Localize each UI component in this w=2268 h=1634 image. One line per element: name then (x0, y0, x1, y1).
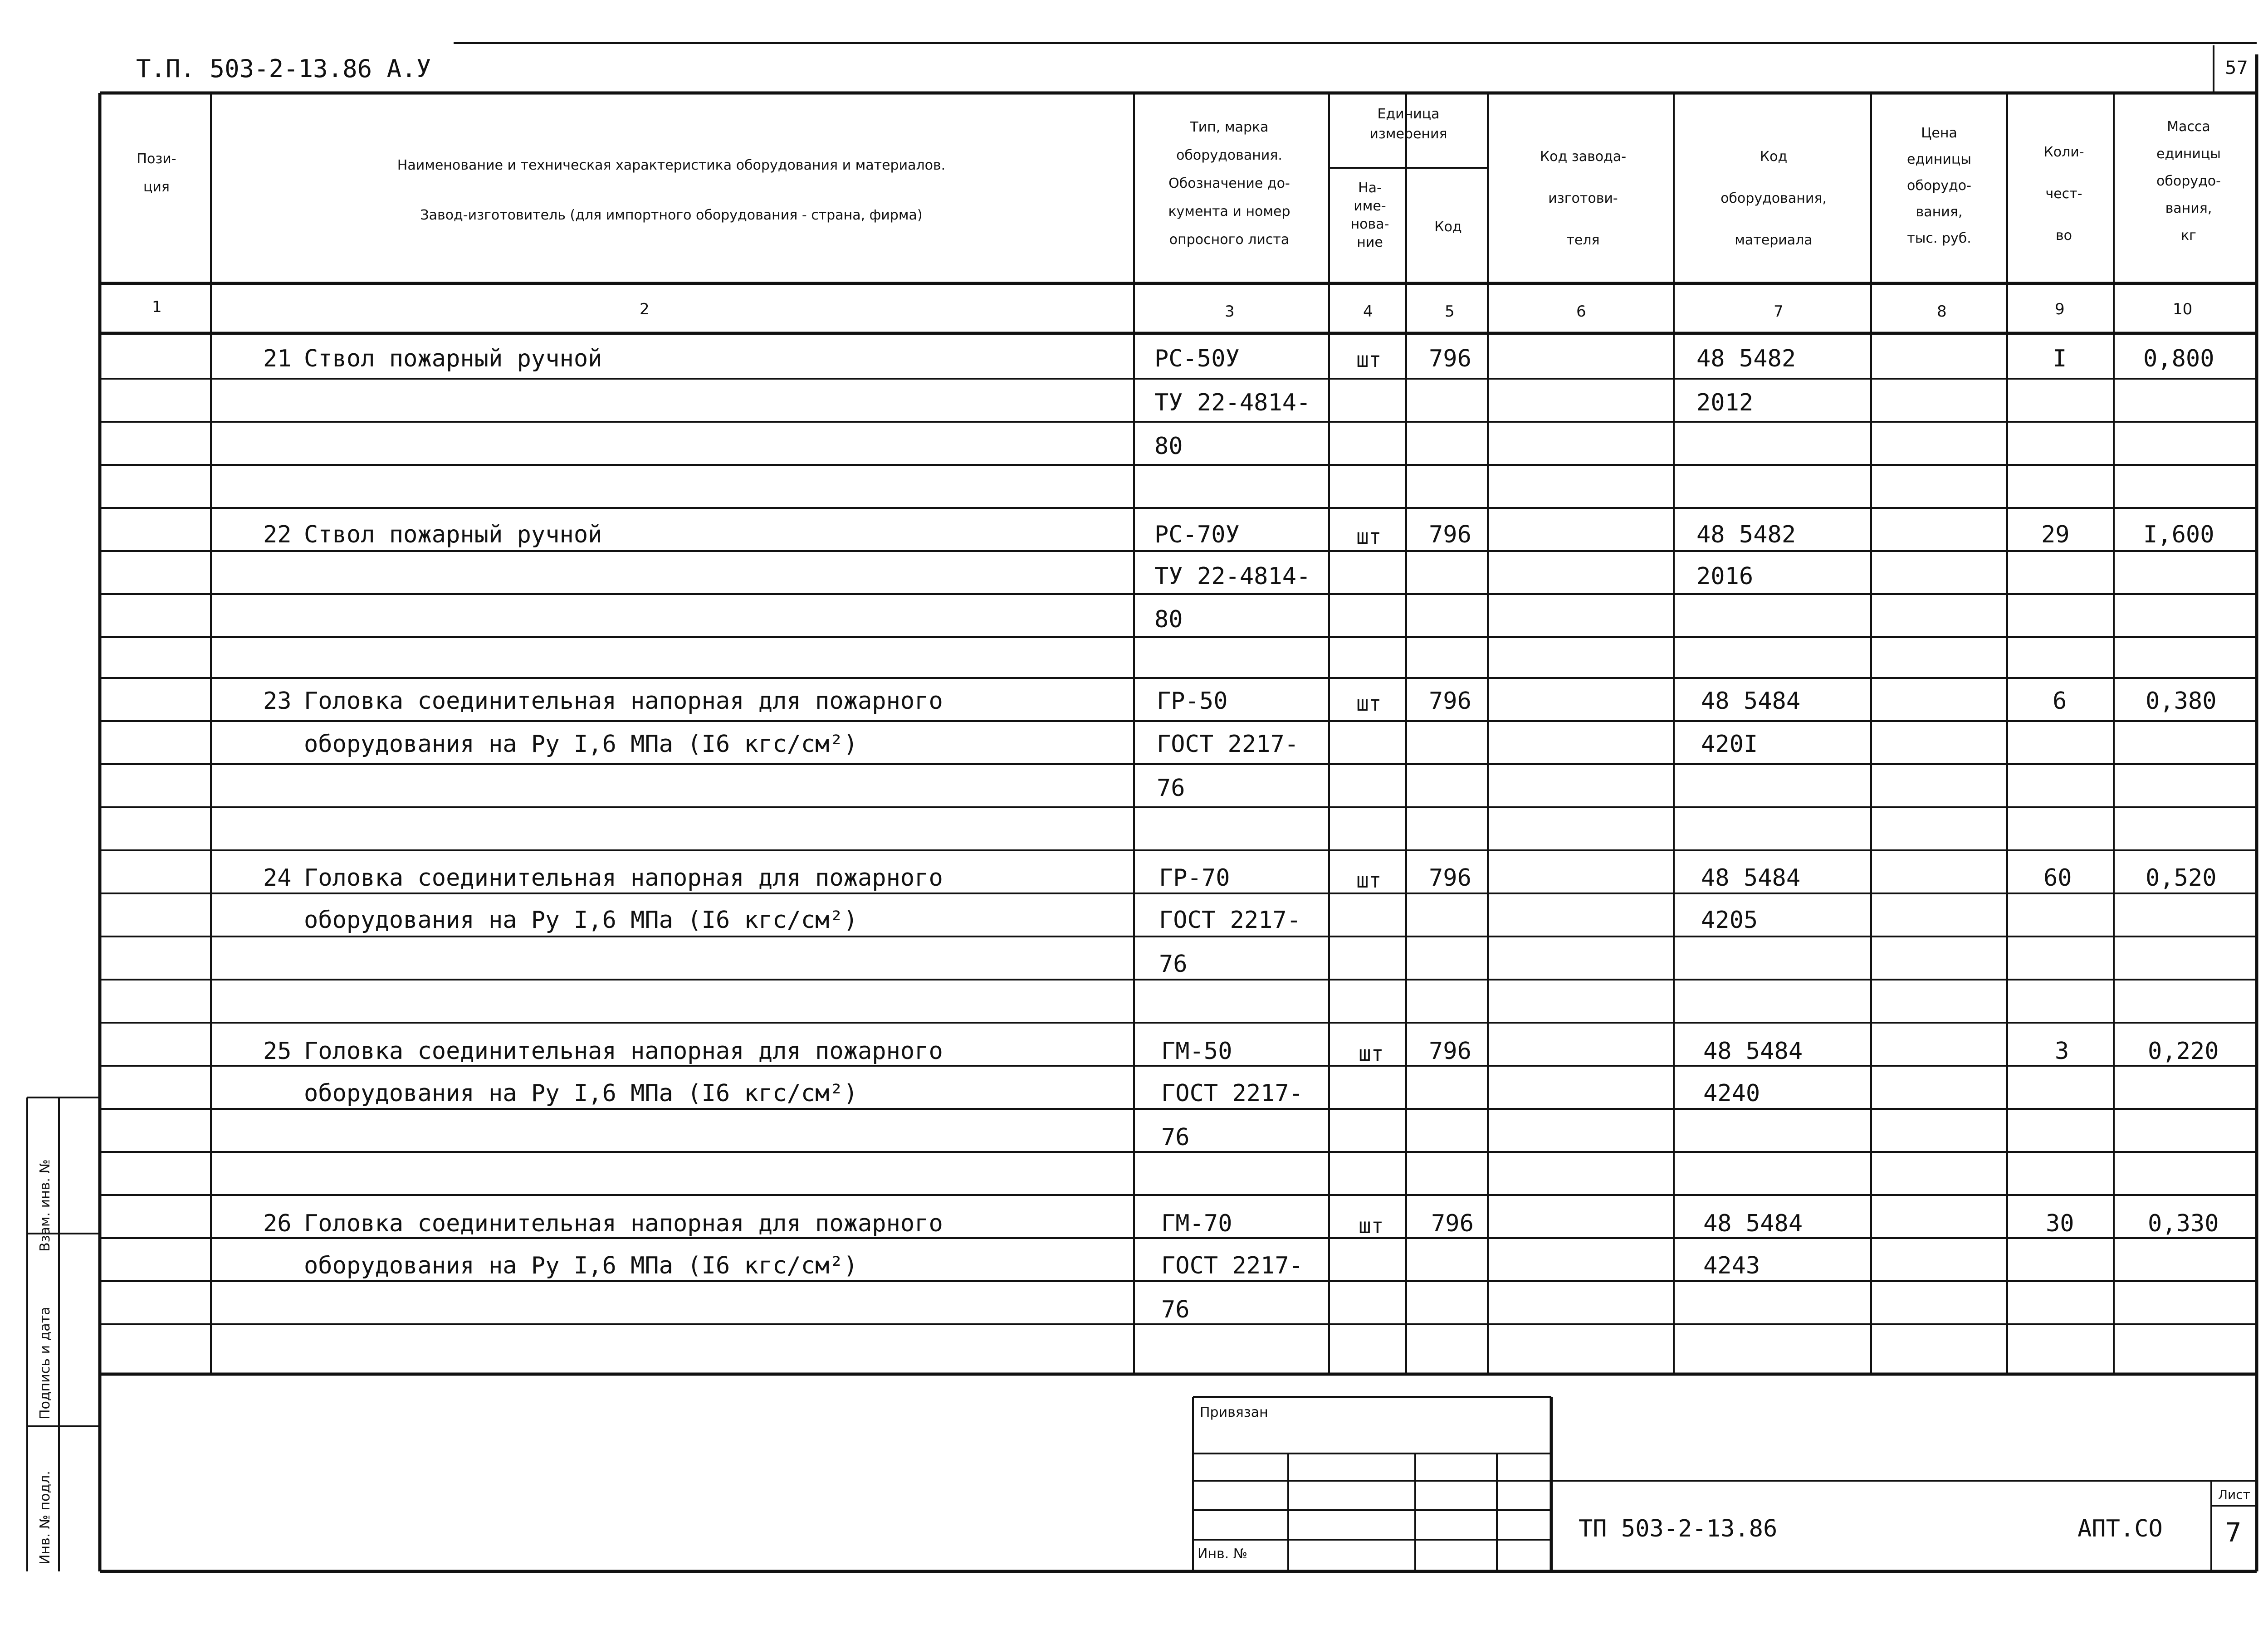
item-quantity: 60 (2043, 864, 2072, 892)
item-unit-code: 796 (1429, 688, 1471, 715)
item-code-line: 4240 (1703, 1080, 1760, 1107)
item-name-line: оборудования на Ру I,6 МПа (I6 кгс/см²) (304, 1080, 858, 1107)
header-unit-name: На- име- нова- ние (1350, 180, 1389, 250)
item-unit-code: 796 (1429, 521, 1471, 548)
item-code-line: 48 5482 (1696, 521, 1796, 548)
item-code-line: 48 5484 (1703, 1210, 1803, 1237)
header-name: Наименование и техническая характеристика оборудования и материалов. Завод-изготовитель (для импортного оборудования - страна, фирма) (397, 157, 946, 223)
item-type-line: РС-50У (1154, 345, 1240, 372)
item-code-line: 48 5484 (1701, 864, 1801, 892)
item-unit: шт (1356, 868, 1382, 893)
item-type-line: ТУ 22-4814- (1154, 389, 1311, 416)
item-position: 22 (263, 521, 292, 548)
item-mass: 0,330 (2148, 1210, 2219, 1237)
item-type-line: 76 (1159, 951, 1188, 978)
item-quantity: 30 (2046, 1210, 2074, 1237)
column-number-7: 7 (1774, 302, 1784, 321)
column-number-5: 5 (1445, 302, 1455, 321)
item-mass: 0,520 (2146, 864, 2217, 892)
item-quantity: 3 (2055, 1038, 2069, 1065)
column-number-6: 6 (1576, 302, 1586, 321)
item-quantity: 29 (2041, 521, 2070, 548)
column-number-3: 3 (1225, 302, 1235, 321)
item-unit: шт (1356, 347, 1382, 372)
item-code-line: 48 5482 (1696, 345, 1796, 372)
item-type-line: ГОСТ 2217- (1161, 1080, 1304, 1107)
column-number-9: 9 (2055, 300, 2065, 318)
sheet-number-top: 57 (2225, 58, 2248, 78)
item-code-line: 48 5484 (1701, 688, 1801, 715)
item-name-line: Головка соединительная напорная для пожарного (304, 864, 943, 892)
header-quantity: Коли- чест- во (2043, 144, 2084, 244)
item-type-line: ГОСТ 2217- (1159, 907, 1301, 934)
item-name-line: Головка соединительная напорная для пожарного (304, 1210, 943, 1237)
item-type-line: 76 (1161, 1124, 1190, 1151)
stamp-attached-label: Привязан (1200, 1405, 1268, 1420)
item-code-line: 4205 (1701, 907, 1758, 934)
item-mass: 0,800 (2143, 345, 2214, 372)
item-position: 25 (263, 1038, 292, 1065)
item-position: 26 (263, 1210, 292, 1237)
item-type-line: ГМ-70 (1161, 1210, 1232, 1237)
item-unit-code: 796 (1429, 1038, 1471, 1065)
item-code-line: 48 5484 (1703, 1038, 1803, 1065)
item-type-line: ТУ 22-4814- (1154, 563, 1311, 590)
item-name-line: оборудования на Ру I,6 МПа (I6 кгс/см²) (304, 907, 858, 934)
item-code-line: 4243 (1703, 1252, 1760, 1279)
stamp-inventory-label: Инв. № (1198, 1546, 1248, 1562)
column-number-8: 8 (1937, 302, 1947, 321)
item-name-line: Головка соединительная напорная для пожарного (304, 1038, 943, 1065)
item-type-line: 76 (1161, 1296, 1190, 1323)
header-type: Тип, марка оборудования. Обозначение до- кумента и номер опросного листа (1168, 119, 1290, 248)
side-stamp-inventory-replacement: Взам. инв. № (37, 1159, 53, 1252)
item-unit: шт (1359, 1041, 1384, 1066)
item-type-line: ГР-70 (1159, 864, 1230, 892)
column-number-4: 4 (1363, 302, 1373, 321)
item-mass: I,600 (2143, 521, 2214, 548)
item-position: 21 (263, 345, 292, 372)
item-position: 23 (263, 688, 292, 715)
item-code-line: 2012 (1696, 389, 1754, 416)
header-equipment-code: Код оборудования, материала (1721, 149, 1827, 248)
header-mass: Масса единицы оборудо- вания, кг (2156, 119, 2221, 244)
stamp-document-code: АПТ.СО (2077, 1515, 2163, 1542)
header-price: Цена единицы оборудо- вания, тыс. руб. (1907, 125, 1971, 246)
item-code-line: 2016 (1696, 563, 1754, 590)
side-stamp-inventory-original: Инв. № подл. (37, 1471, 53, 1565)
item-unit: шт (1356, 691, 1382, 716)
item-name-line: Ствол пожарный ручной (304, 521, 602, 548)
item-unit: шт (1359, 1214, 1384, 1238)
item-unit-code: 796 (1431, 1210, 1474, 1237)
item-code-line: 420I (1701, 731, 1758, 758)
stamp-sheet-label: Лист (2218, 1487, 2250, 1502)
column-number-1: 1 (152, 298, 162, 316)
item-type-line: РС-70У (1154, 521, 1240, 548)
item-type-line: 80 (1154, 606, 1183, 633)
item-type-line: ГОСТ 2217- (1161, 1252, 1304, 1279)
item-position: 24 (263, 864, 292, 892)
header-units-group: Единица измерения (1369, 106, 1447, 142)
stamp-designation: ТП 503-2-13.86 (1579, 1515, 1778, 1542)
header-factory-code: Код завода- изготови- теля (1540, 149, 1627, 248)
item-type-line: 80 (1154, 433, 1183, 460)
header-unit-code: Код (1434, 219, 1462, 235)
item-unit: шт (1356, 524, 1382, 549)
column-number-2: 2 (640, 300, 650, 318)
item-type-line: 76 (1157, 775, 1185, 802)
item-mass: 0,220 (2148, 1038, 2219, 1065)
column-number-10: 10 (2173, 300, 2193, 318)
item-unit-code: 796 (1429, 345, 1471, 372)
stamp-sheet-value: 7 (2225, 1517, 2242, 1548)
item-name-line: Ствол пожарный ручной (304, 345, 602, 372)
item-mass: 0,380 (2146, 688, 2217, 715)
item-type-line: ГР-50 (1157, 688, 1228, 715)
header-position: Пози- ция (137, 151, 176, 195)
item-type-line: ГМ-50 (1161, 1038, 1232, 1065)
item-name-line: оборудования на Ру I,6 МПа (I6 кгс/см²) (304, 1252, 858, 1279)
item-quantity: I (2053, 345, 2067, 372)
side-stamp-signature-date: Подпись и дата (37, 1307, 53, 1419)
item-name-line: оборудования на Ру I,6 МПа (I6 кгс/см²) (304, 731, 858, 758)
item-quantity: 6 (2053, 688, 2067, 715)
item-name-line: Головка соединительная напорная для пожарного (304, 688, 943, 715)
item-unit-code: 796 (1429, 864, 1471, 892)
item-type-line: ГОСТ 2217- (1157, 731, 1299, 758)
document-code-top: Т.П. 503-2-13.86 А.У (136, 54, 431, 83)
